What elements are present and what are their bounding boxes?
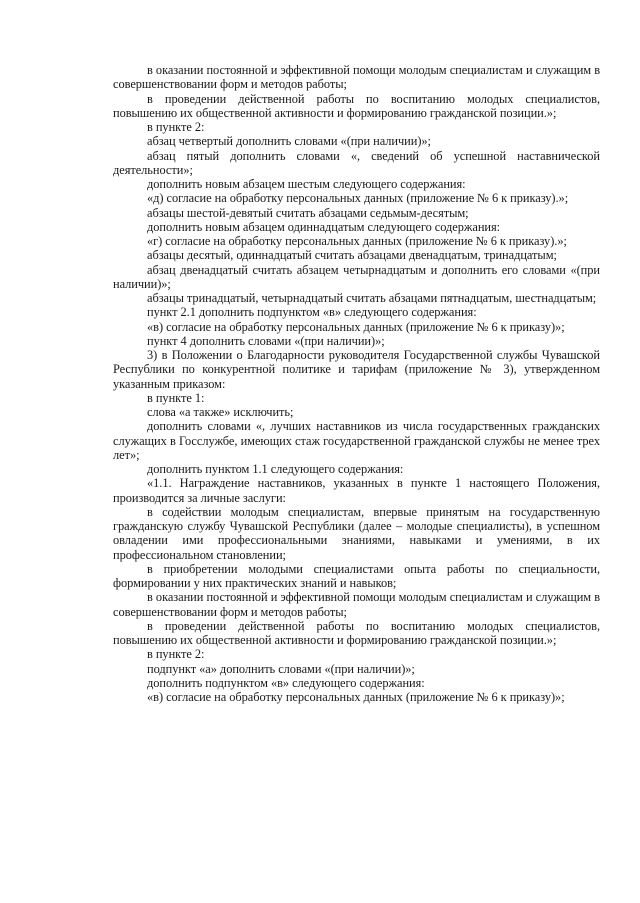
paragraph: «1.1. Награждение наставников, указанных в пункте 1 настоящего Положения, производится за личные заслуги:	[113, 476, 600, 505]
paragraph: в пункте 2:	[147, 647, 205, 662]
paragraph: 3) в Положении о Благодарности руководителя Государственной службы Чувашской Республики по конкурентной политике и тарифам (приложение № 3), утвержденном указанным приказом:	[113, 348, 600, 391]
paragraph: «в) согласие на обработку персональных данных (приложение № 6 к приказу)»;	[147, 690, 565, 704]
paragraph: дополнить новым абзацем одиннадцатым следующего содержания:	[147, 219, 501, 234]
paragraph: в оказании постоянной и эффективной помощи молодым специалистам и служащим в совершенствовании форм и методов работы;	[113, 590, 600, 619]
paragraph: дополнить пунктом 1.1 следующего содержания:	[147, 462, 404, 476]
paragraph: пункт 4 дополнить словами «(при наличии)»;	[147, 333, 385, 348]
document-body	[113, 63, 600, 704]
paragraph: в проведении действенной работы по воспитанию молодых специалистов, повышению их общественной активности и формированию гражданской позиции.»;	[113, 91, 600, 120]
paragraph: слова «а также» исключить;	[147, 405, 294, 419]
paragraph: абзацы тринадцатый, четырнадцатый считать абзацами пятнадцатым, шестнадцатым;	[147, 291, 597, 305]
paragraph: абзац четвертый дополнить словами «(при наличии)»;	[147, 134, 431, 149]
paragraph: абзац двенадцатый считать абзацем четырнадцатым и дополнить его словами «(при наличии)»;	[113, 262, 600, 291]
paragraph: абзац пятый дополнить словами «, сведений об успешной наставнической деятельности»;	[113, 148, 600, 177]
paragraph: абзацы десятый, одиннадцатый считать абзацами двенадцатым, тринадцатым;	[147, 248, 557, 263]
paragraph: «в) согласие на обработку персональных данных (приложение № 6 к приказу)»;	[147, 319, 565, 334]
paragraph: в содействии молодым специалистам, впервые принятым на государственную гражданскую службу Чувашской Республики (далее – молодые специалисты), в успешном овладении ими профессиональными знаниями, навыками и умениями, в их профессиональном становлении;	[113, 504, 600, 562]
paragraph: в проведении действенной работы по воспитанию молодых специалистов, повышению их общественной активности и формированию гражданской позиции.»;	[113, 618, 600, 647]
paragraph: дополнить новым абзацем шестым следующего содержания:	[147, 177, 466, 191]
paragraph: пункт 2.1 дополнить подпунктом «в» следующего содержания:	[147, 305, 477, 320]
paragraph: дополнить подпунктом «в» следующего содержания:	[147, 675, 425, 690]
paragraph: дополнить словами «, лучших наставников из числа государственных гражданских служащих в Госслужбе, имеющих стаж государственной гражданской службы не менее трех лет»;	[113, 419, 600, 462]
paragraph: в оказании постоянной и эффективной помощи молодым специалистам и служащим в совершенствовании форм и методов работы;	[113, 63, 600, 92]
paragraph: в приобретении молодыми специалистами опыта работы по специальности, формировании у них практических знаний и навыков;	[113, 561, 600, 590]
paragraph: абзацы шестой-девятый считать абзацами седьмым-десятым;	[147, 205, 469, 220]
paragraph: «д) согласие на обработку персональных данных (приложение № 6 к приказу).»;	[147, 191, 569, 206]
paragraph: в пункте 2:	[147, 120, 205, 134]
paragraph: в пункте 1:	[147, 390, 205, 405]
paragraph: подпункт «а» дополнить словами «(при наличии)»;	[147, 661, 415, 676]
paragraph: «г) согласие на обработку персональных данных (приложение № 6 к приказу).»;	[147, 234, 567, 248]
